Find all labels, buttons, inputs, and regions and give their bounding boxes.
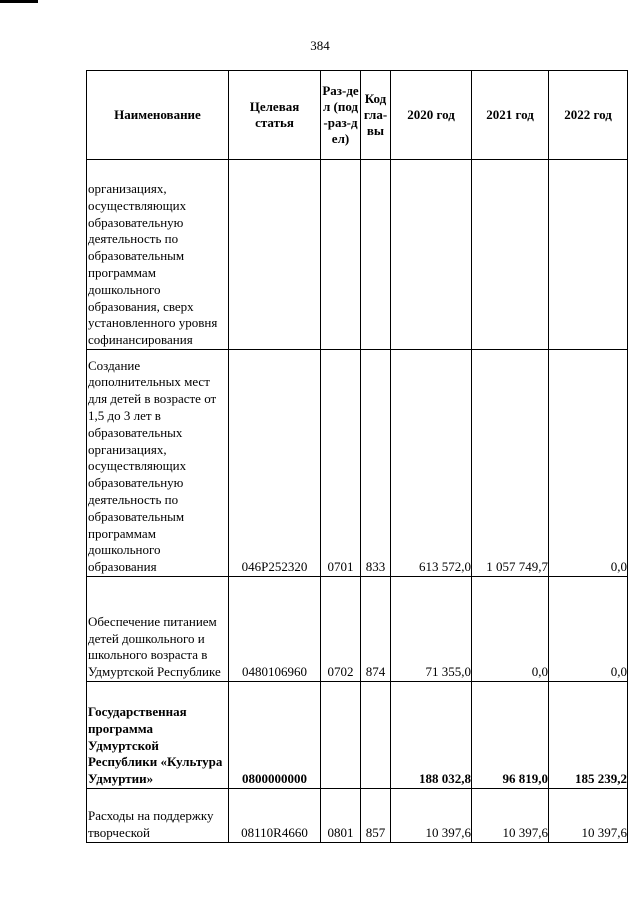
row-2022 <box>549 160 628 350</box>
table-row <box>87 682 628 789</box>
row-name: организациях, осуществляющих образовательную деятельность по образовательным программам дошкольного образования, сверх установленного уровня софинансирования <box>87 160 229 350</box>
row-2021: 1 057 749,7 <box>472 350 549 577</box>
row-2020 <box>391 160 472 350</box>
row-2021: 10 397,6 <box>472 789 549 843</box>
header-2022: 2022 год <box>549 71 628 160</box>
row-chapter: 874 <box>361 577 391 682</box>
row-2020: 10 397,6 <box>391 789 472 843</box>
row-chapter <box>361 160 391 350</box>
row-target <box>229 160 321 350</box>
row-section: 0801 <box>321 789 361 843</box>
header-2021: 2021 год <box>472 71 549 160</box>
budget-table <box>86 70 628 843</box>
header-chapter: Код гла-вы <box>361 71 391 160</box>
table-row <box>87 789 628 843</box>
row-chapter <box>361 682 391 789</box>
row-2020: 188 032,8 <box>391 682 472 789</box>
row-2020: 613 572,0 <box>391 350 472 577</box>
row-chapter: 857 <box>361 789 391 843</box>
row-2022: 0,0 <box>549 577 628 682</box>
row-section: 0701 <box>321 350 361 577</box>
table-row <box>87 577 628 682</box>
row-2022: 10 397,6 <box>549 789 628 843</box>
table-header-row <box>87 71 628 160</box>
row-target: 0480106960 <box>229 577 321 682</box>
row-2022: 0,0 <box>549 350 628 577</box>
row-2020: 71 355,0 <box>391 577 472 682</box>
row-name: Обеспечение питанием детей дошкольного и школьного возраста в Удмуртской Республике <box>87 577 229 682</box>
row-section: 0702 <box>321 577 361 682</box>
table-row <box>87 350 628 577</box>
page-number: 384 <box>310 38 330 53</box>
row-2022: 185 239,2 <box>549 682 628 789</box>
row-section <box>321 160 361 350</box>
row-2021 <box>472 160 549 350</box>
row-2021: 96 819,0 <box>472 682 549 789</box>
corner-scan-mark <box>0 0 38 3</box>
table-row <box>87 160 628 350</box>
row-target: 0800000000 <box>229 682 321 789</box>
header-name: Наименование <box>87 71 229 160</box>
row-name: Расходы на поддержку творческой <box>87 789 229 843</box>
row-chapter: 833 <box>361 350 391 577</box>
row-target: 08110R4660 <box>229 789 321 843</box>
header-target: Целевая статья <box>229 71 321 160</box>
row-name: Создание дополнительных мест для детей в возрасте от 1,5 до 3 лет в образовательных организациях, осуществляющих образовательную деятельность по образовательным программам дошкольного образования <box>87 350 229 577</box>
row-section <box>321 682 361 789</box>
header-2020: 2020 год <box>391 71 472 160</box>
header-section: Раз-дел (под-раз-дел) <box>321 71 361 160</box>
row-2021: 0,0 <box>472 577 549 682</box>
row-target: 046P252320 <box>229 350 321 577</box>
row-name: Государственная программа Удмуртской Республики «Культура Удмуртии» <box>87 682 229 789</box>
